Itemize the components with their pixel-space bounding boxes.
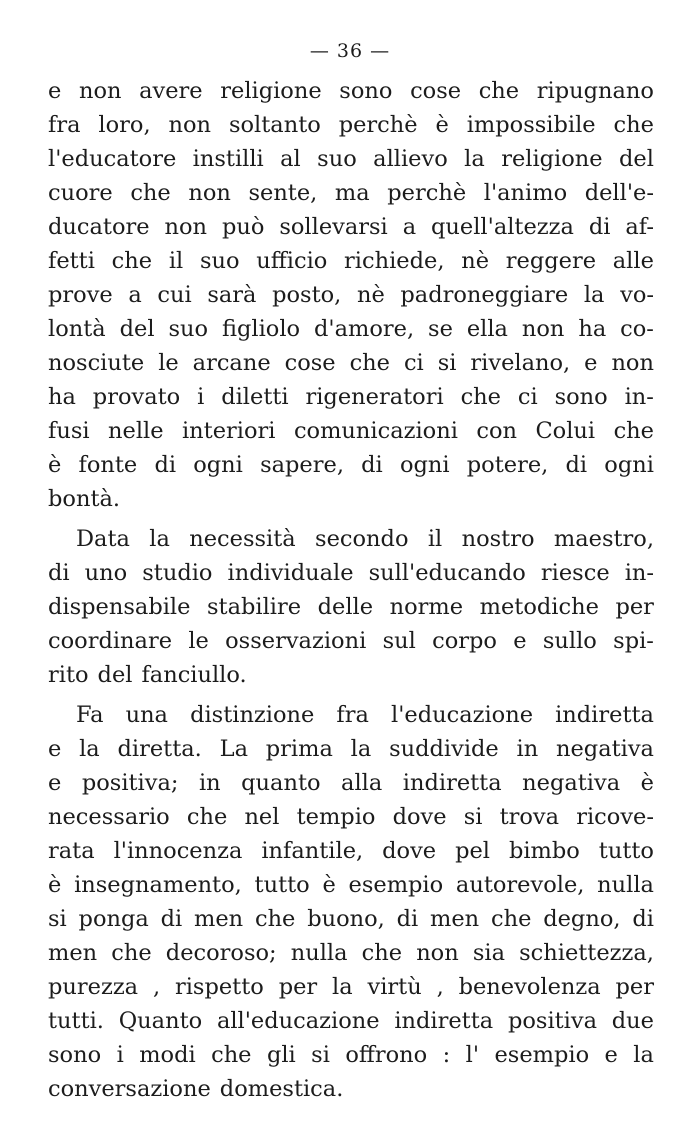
text-line: e non avere religione sono cose che ripugnano [48, 78, 654, 104]
text-line: l'educatore instilli al suo allievo la religione del [48, 146, 654, 172]
text-line: di uno studio individuale sull'educando riesce in- [48, 560, 654, 586]
text-line: cuore che non sente, ma perchè l'animo dell'e- [48, 180, 654, 206]
text-line: dispensabile stabilire delle norme metodiche per [48, 594, 654, 620]
text-line: Fa una distinzione fra l'educazione indiretta [76, 702, 654, 728]
text-line: fusi nelle interiori comunicazioni con Colui che [48, 418, 654, 444]
text-line: ducatore non può sollevarsi a quell'altezza di af- [48, 214, 654, 240]
text-line: conversazione domestica. [48, 1076, 344, 1102]
text-line: coordinare le osservazioni sul corpo e sullo spi- [48, 628, 654, 654]
paragraph [48, 522, 654, 692]
text-line: prove a cui sarà posto, nè padroneggiare la vo- [48, 282, 654, 308]
text-line: sono i modi che gli si offrono : l' esempio e la [48, 1042, 654, 1068]
text-line: fra loro, non soltanto perchè è impossibile che [48, 112, 654, 138]
text-line: si ponga di men che buono, di men che degno, di [48, 906, 654, 932]
text-line: fetti che il suo ufficio richiede, nè reggere alle [48, 248, 654, 274]
text-line: Data la necessità secondo il nostro maestro, [76, 526, 654, 552]
paragraph [48, 698, 654, 1106]
text-line: lontà del suo figliolo d'amore, se ella non ha co- [48, 316, 654, 342]
text-line: è fonte di ogni sapere, di ogni potere, di ogni [48, 452, 654, 478]
text-line: purezza , rispetto per la virtù , benevolenza per [48, 974, 654, 1000]
text-line: necessario che nel tempio dove si trova ricove- [48, 804, 654, 830]
text-line: rito del fanciullo. [48, 662, 247, 688]
text-line: ha provato i diletti rigeneratori che ci sono in- [48, 384, 654, 410]
body-text [48, 74, 654, 1106]
text-line: tutti. Quanto all'educazione indiretta positiva due [48, 1008, 654, 1034]
text-line: e la diretta. La prima la suddivide in negativa [48, 736, 654, 762]
text-line: men che decoroso; nulla che non sia schiettezza, [48, 940, 654, 966]
text-line: rata l'innocenza infantile, dove pel bimbo tutto [48, 838, 654, 864]
text-line: bontà. [48, 486, 121, 512]
text-line: e positiva; in quanto alla indiretta negativa è [48, 770, 654, 796]
text-line: è insegnamento, tutto è esempio autorevole, nulla [48, 872, 654, 898]
page-number: — 36 — [309, 40, 391, 62]
text-line: nosciute le arcane cose che ci si rivelano, e non [48, 350, 654, 376]
paragraph [48, 74, 654, 516]
